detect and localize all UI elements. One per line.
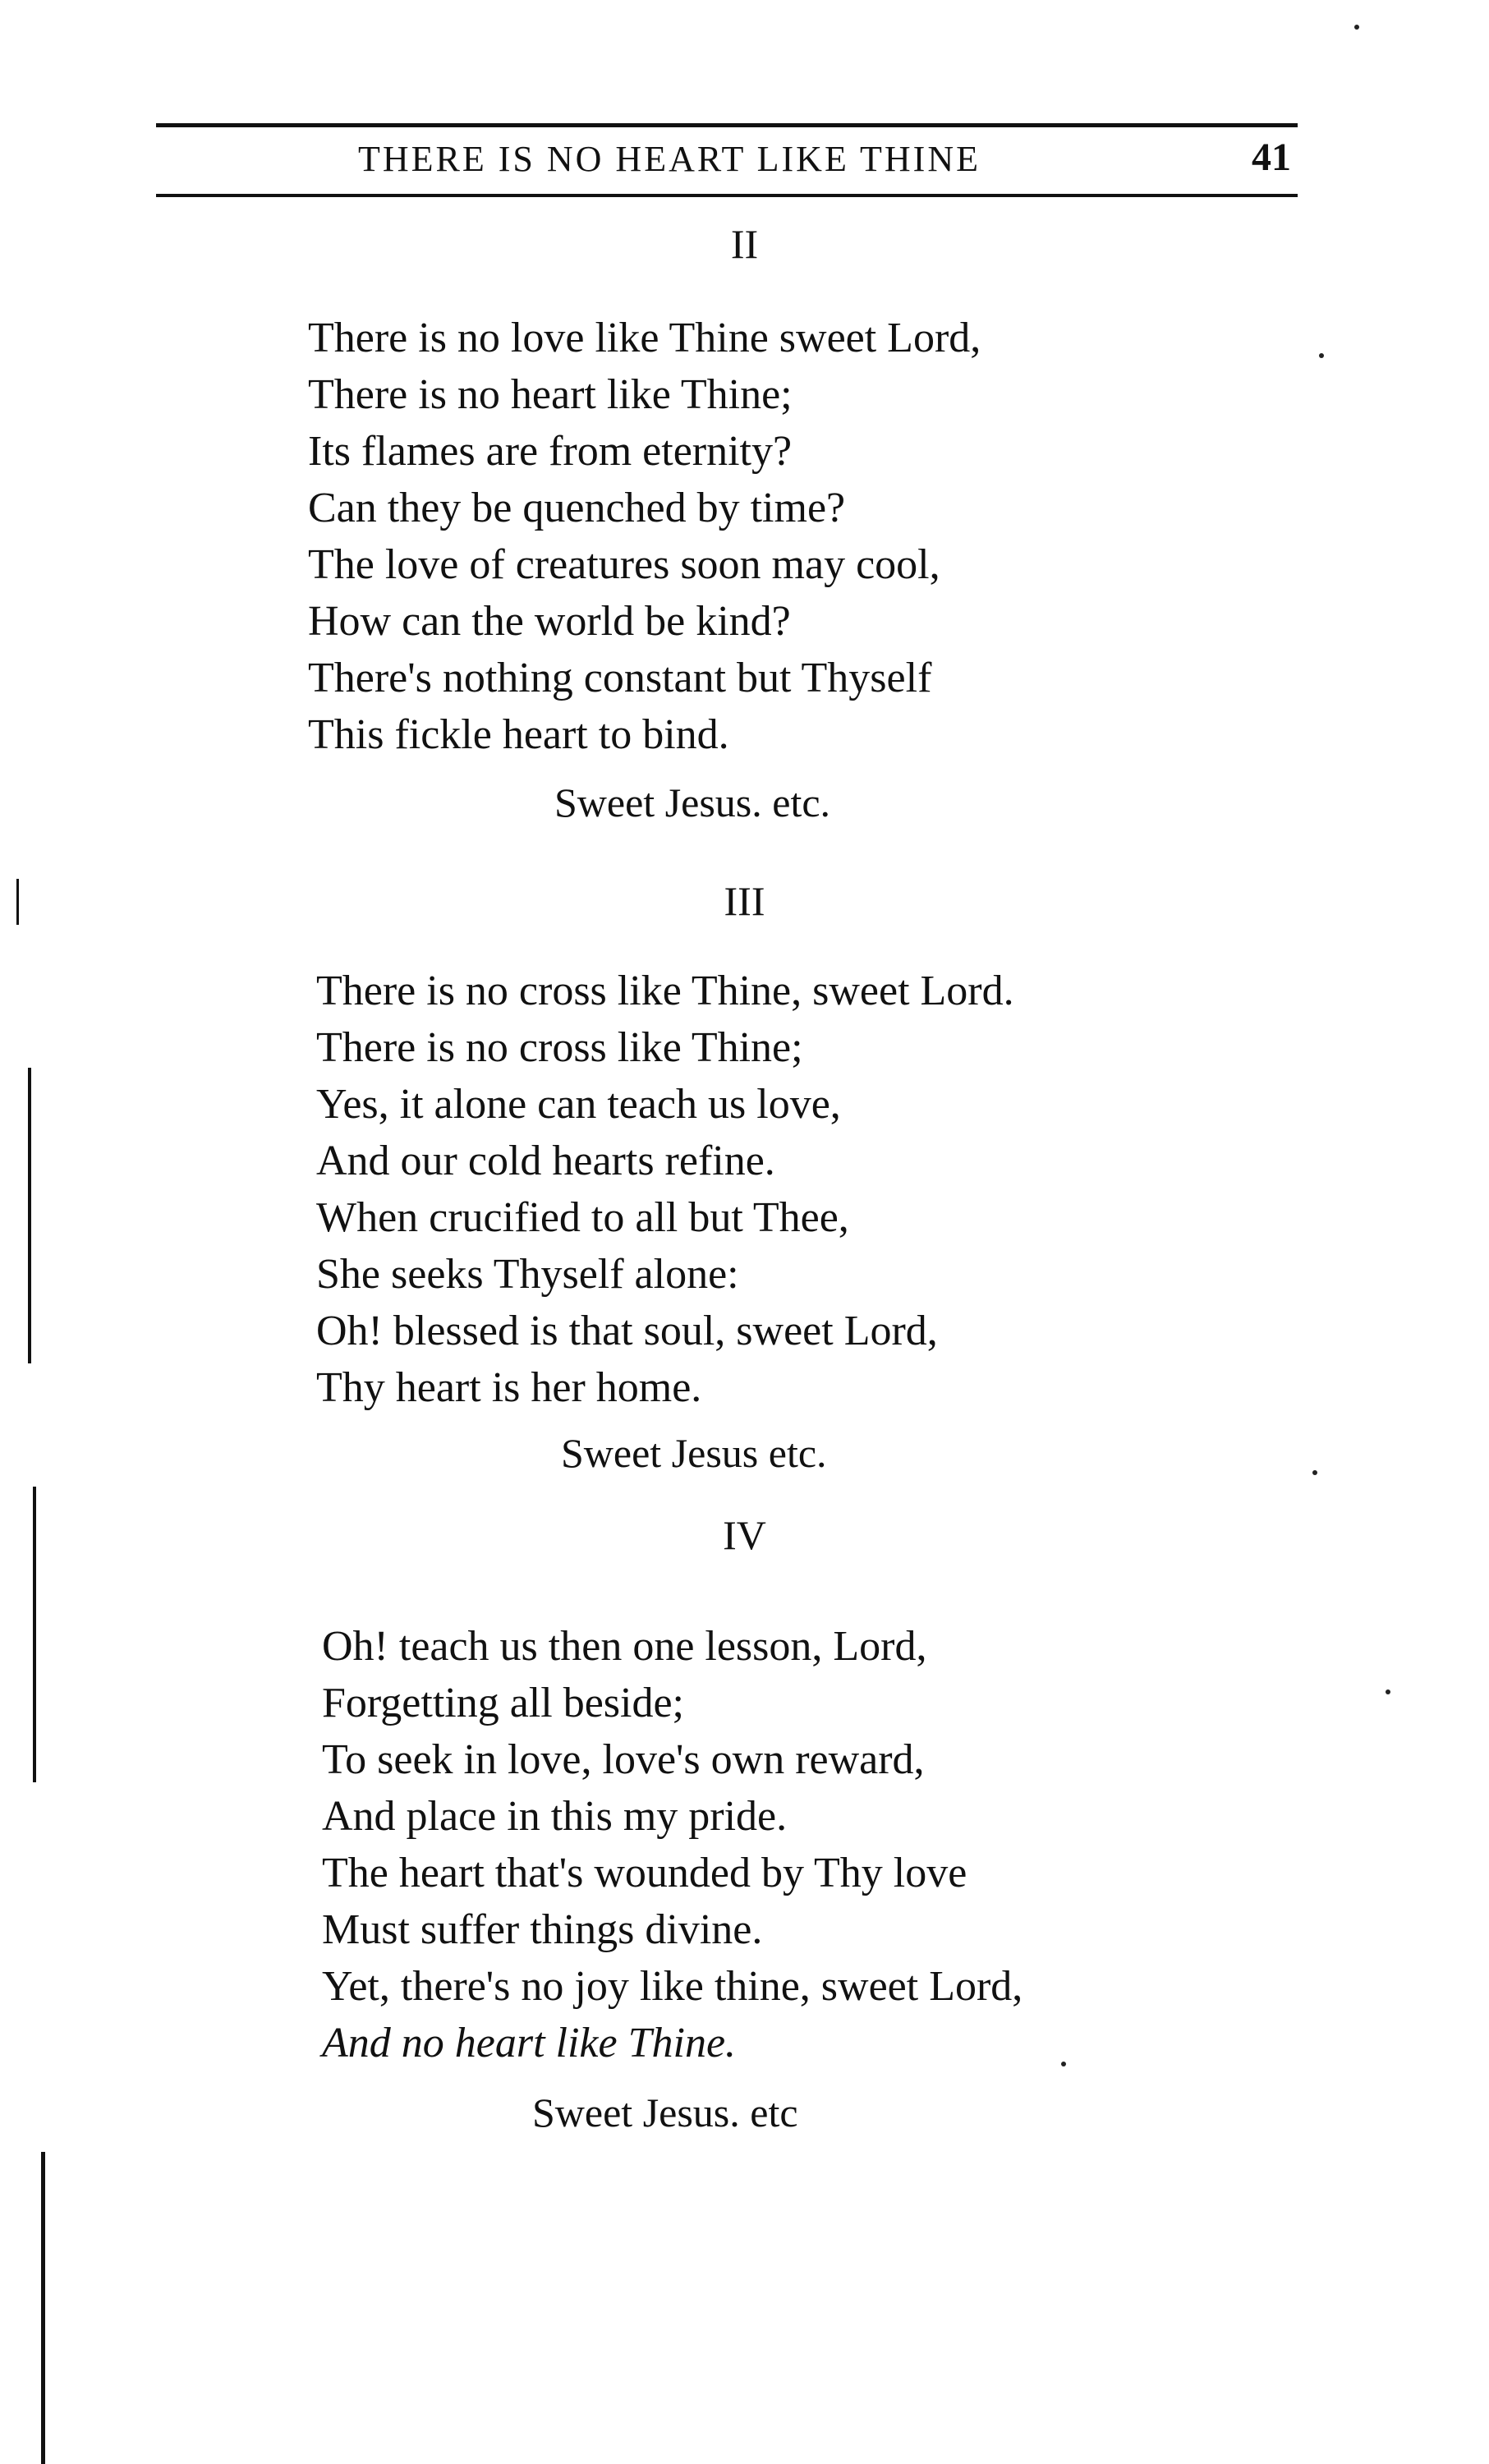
scan-speck bbox=[1386, 1689, 1390, 1694]
scan-speck bbox=[1061, 2062, 1066, 2066]
verse-line: The heart that's wounded by Thy love bbox=[322, 1850, 967, 1896]
scan-margin-mark bbox=[28, 1068, 31, 1363]
verse-line: Forgetting all beside; bbox=[322, 1680, 684, 1726]
stanza-iv bbox=[322, 1618, 1023, 2071]
stanza-number-ii: II bbox=[730, 221, 759, 267]
verse-line: She seeks Thyself alone: bbox=[316, 1251, 739, 1298]
stanza-ii bbox=[308, 310, 981, 763]
running-header-title: THERE IS NO HEART LIKE THINE bbox=[358, 139, 981, 179]
refrain-iv: Sweet Jesus. etc bbox=[532, 2089, 798, 2135]
verse-line: There's nothing constant but Thyself bbox=[308, 655, 932, 701]
verse-line: Oh! teach us then one lesson, Lord, bbox=[322, 1623, 927, 1670]
verse-line: Oh! blessed is that soul, sweet Lord, bbox=[316, 1308, 938, 1354]
verse-line-italic: And no heart like Thine. bbox=[322, 2020, 737, 2066]
verse-line: Yet, there's no joy like thine, sweet Lord, bbox=[322, 1963, 1023, 2010]
verse-line: The love of creatures soon may cool, bbox=[308, 541, 940, 588]
header-rule-bottom bbox=[156, 194, 1298, 197]
verse-line: There is no cross like Thine, sweet Lord. bbox=[316, 968, 1014, 1014]
verse-line: How can the world be kind? bbox=[308, 598, 791, 645]
verse-line: There is no love like Thine sweet Lord, bbox=[308, 315, 981, 361]
scan-margin-mark bbox=[16, 879, 19, 925]
scan-margin-mark bbox=[33, 1487, 36, 1782]
verse-line: This fickle heart to bind. bbox=[308, 711, 729, 758]
stanza-number-iv: IV bbox=[723, 1512, 766, 1558]
verse-line: Its flames are from eternity? bbox=[308, 428, 793, 475]
verse-line: Must suffer things divine. bbox=[322, 1906, 763, 1953]
verse-line: Yes, it alone can teach us love, bbox=[316, 1081, 841, 1128]
header-rule-top bbox=[156, 123, 1298, 127]
verse-line: Thy heart is her home. bbox=[316, 1364, 702, 1411]
verse-line: And place in this my pride. bbox=[322, 1793, 788, 1840]
verse-line: Can they be quenched by time? bbox=[308, 485, 846, 531]
page-number: 41 bbox=[1252, 136, 1291, 179]
scan-speck bbox=[1312, 1470, 1317, 1475]
scan-margin-mark bbox=[41, 2152, 45, 2464]
scan-speck bbox=[1319, 353, 1324, 358]
verse-line: When crucified to all but Thee, bbox=[316, 1194, 849, 1241]
verse-line: To seek in love, love's own reward, bbox=[322, 1736, 925, 1783]
refrain-ii: Sweet Jesus. etc. bbox=[554, 779, 831, 825]
scan-speck bbox=[1354, 25, 1359, 30]
refrain-iii: Sweet Jesus etc. bbox=[561, 1430, 827, 1476]
verse-line: There is no cross like Thine; bbox=[316, 1024, 803, 1071]
stanza-iii bbox=[316, 963, 1014, 1416]
verse-line: There is no heart like Thine; bbox=[308, 371, 793, 418]
verse-line: And our cold hearts refine. bbox=[316, 1138, 775, 1184]
stanza-number-iii: III bbox=[724, 878, 765, 924]
